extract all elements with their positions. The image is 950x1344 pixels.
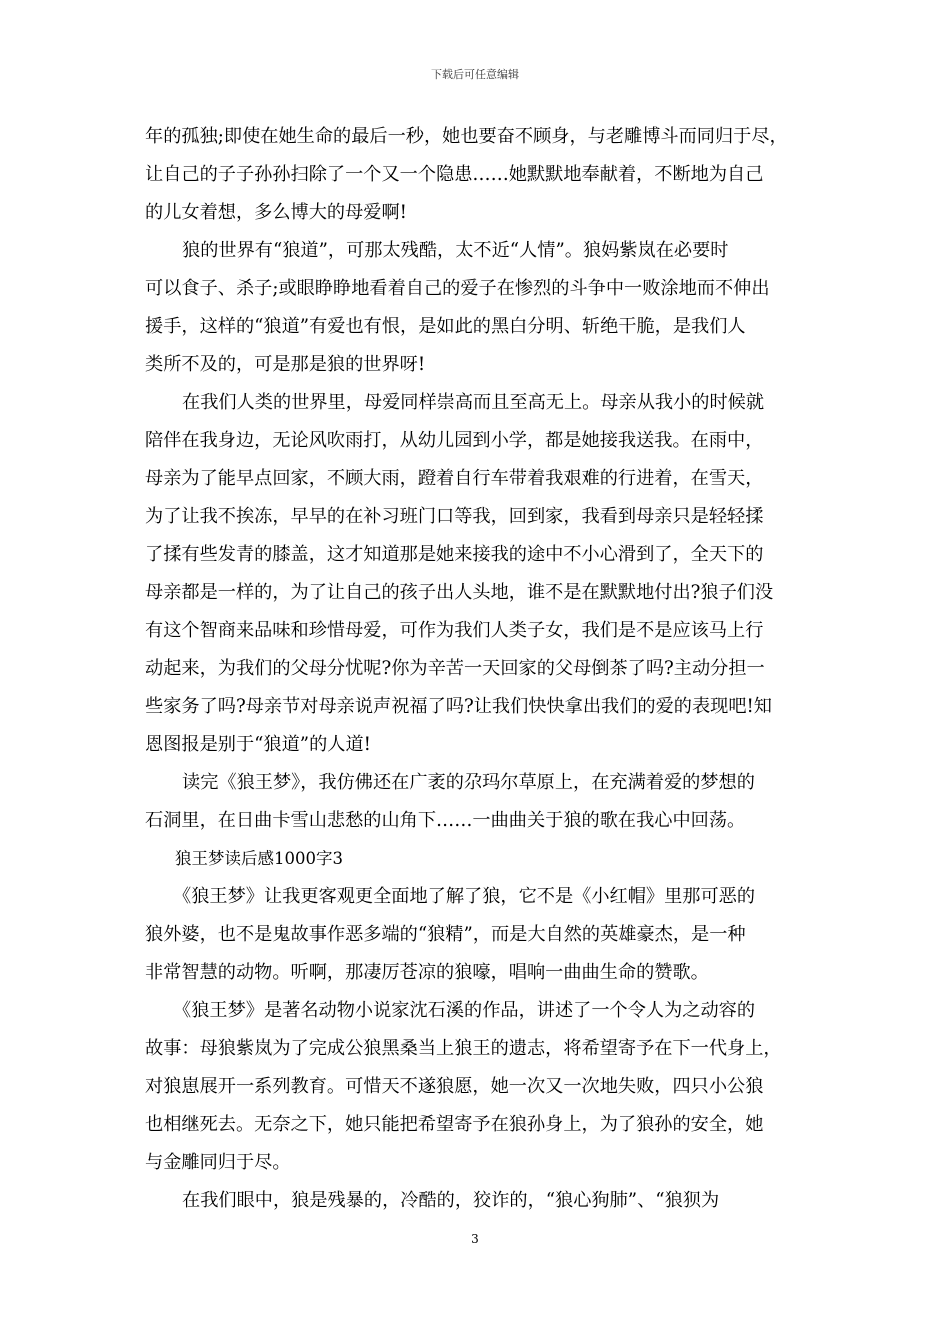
text-line: 《狼王梦》让我更客观更全面地了解了狼，它不是《小红帽》里那可恶的: [173, 886, 756, 907]
paragraph-7: [145, 1182, 810, 1220]
text-line: 些家务了吗?母亲节对母亲说声祝福了吗?让我们快快拿出我们的爱的表现吧!知: [145, 696, 772, 717]
page-header: 下载后可任意编辑: [431, 68, 519, 81]
text-line: 为了让我不挨冻，早早的在补习班门口等我，回到家，我看到母亲只是轻轻揉: [145, 506, 764, 527]
text-line: 的儿女着想，多么博大的母爱啊!: [145, 202, 407, 223]
text-line: 母亲为了能早点回家，不顾大雨，蹬着自行车带着我艰难的行进着，在雪天，: [145, 468, 764, 489]
text-line: 对狼崽展开一系列教育。可惜天不遂狼愿，她一次又一次地失败，四只小公狼: [145, 1076, 764, 1097]
text-line: 年的孤独;即使在她生命的最后一秒，她也要奋不顾身，与老雕博斗而同归于尽，: [145, 126, 788, 147]
paragraph-3: [145, 384, 810, 764]
text-line: 陪伴在我身边，无论风吹雨打，从幼儿园到小学，都是她接我送我。在雨中，: [145, 430, 764, 451]
paragraph-4: [145, 764, 810, 840]
document-body: [145, 118, 810, 1220]
text-line: 在我们眼中，狼是残暴的，冷酷的，狡诈的，“狼心狗肺”、“狼狈为: [182, 1190, 720, 1211]
text-line: 狼外婆，也不是鬼故事作恶多端的“狼精”，而是大自然的英雄豪杰，是一种: [145, 924, 746, 945]
text-line: 母亲都是一样的，为了让自己的孩子出人头地，谁不是在默默地付出?狼子们没: [145, 582, 774, 603]
text-line: 与金雕同归于尽。: [145, 1152, 291, 1173]
text-line: 狼的世界有“狼道”，可那太残酷，太不近“人情”。狼妈紫岚在必要时: [182, 240, 729, 261]
text-line: 让自己的子子孙孙扫除了一个又一个隐患……她默默地奉献着，不断地为自己: [145, 164, 764, 185]
text-line: 石洞里，在日曲卡雪山悲愁的山角下……一曲曲关于狼的歌在我心中回荡。: [145, 810, 746, 831]
text-line: 读完《狼王梦》，我仿佛还在广袤的尕玛尔草原上，在充满着爱的梦想的: [182, 772, 755, 793]
text-line: 故事：母狼紫岚为了完成公狼黑桑当上狼王的遗志，将希望寄予在下一代身上，: [145, 1038, 782, 1059]
text-line: 可以食子、杀子;或眼睁睁地看着自己的爱子在惨烈的斗争中一败涂地而不伸出: [145, 278, 770, 299]
text-line: 《狼王梦》是著名动物小说家沈石溪的作品，讲述了一个令人为之动容的: [173, 1000, 756, 1021]
page-number: 3: [471, 1232, 479, 1246]
text-line: 援手，这样的“狼道”有爱也有恨，是如此的黑白分明、斩绝干脆，是我们人: [145, 316, 746, 337]
paragraph-6: [145, 992, 810, 1182]
text-line: 有这个智商来品味和珍惜母爱，可作为我们人类子女，我们是不是应该马上行: [145, 620, 764, 641]
text-line: 也相继死去。无奈之下，她只能把希望寄予在狼孙身上，为了狼孙的安全，她: [145, 1114, 764, 1135]
paragraph-5: [145, 878, 810, 992]
text-line: 在我们人类的世界里，母爱同样崇高而且至高无上。母亲从我小的时候就: [182, 392, 765, 413]
text-line: 非常智慧的动物。听啊，那凄厉苍凉的狼嚎，唱响一曲曲生命的赞歌。: [145, 962, 709, 983]
text-line: 恩图报是别于“狼道”的人道!: [145, 734, 371, 755]
paragraph-1: [145, 118, 810, 232]
text-line: 类所不及的，可是那是狼的世界呀!: [145, 354, 426, 375]
section-heading: 狼王梦读后感1000字3: [175, 849, 343, 868]
text-line: 动起来，为我们的父母分忧呢?你为辛苦一天回家的父母倒茶了吗?主动分担一: [145, 658, 765, 679]
paragraph-2: [145, 232, 810, 384]
text-line: 了揉有些发青的膝盖，这才知道那是她来接我的途中不小心滑到了，全天下的: [145, 544, 764, 565]
